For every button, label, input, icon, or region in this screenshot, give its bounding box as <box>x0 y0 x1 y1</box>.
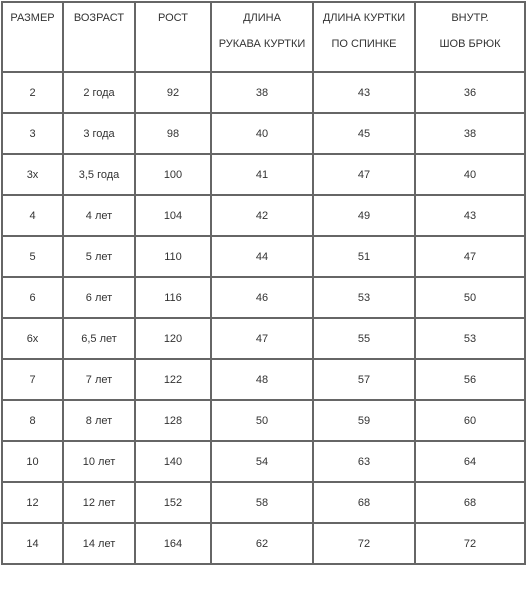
cell-back-length: 45 <box>313 113 415 154</box>
cell-age: 7 лет <box>63 359 135 400</box>
header-inseam-line2: ШОВ БРЮК <box>439 38 501 50</box>
cell-sleeve-length: 54 <box>211 441 313 482</box>
cell-inseam: 38 <box>415 113 525 154</box>
table-row <box>2 154 525 195</box>
cell-sleeve-length: 62 <box>211 523 313 564</box>
cell-back-length: 63 <box>313 441 415 482</box>
cell-size: 12 <box>2 482 63 523</box>
cell-age: 3,5 года <box>63 154 135 195</box>
header-age <box>63 2 135 72</box>
cell-back-length: 72 <box>313 523 415 564</box>
cell-age: 8 лет <box>63 400 135 441</box>
header-sleeve-length-line2: РУКАВА КУРТКИ <box>218 38 306 50</box>
cell-height: 92 <box>135 72 211 113</box>
cell-age: 4 лет <box>63 195 135 236</box>
table-row <box>2 277 525 318</box>
cell-inseam: 47 <box>415 236 525 277</box>
cell-back-length: 55 <box>313 318 415 359</box>
table-row <box>2 318 525 359</box>
cell-back-length: 53 <box>313 277 415 318</box>
cell-sleeve-length: 41 <box>211 154 313 195</box>
cell-back-length: 51 <box>313 236 415 277</box>
table-row <box>2 113 525 154</box>
cell-inseam: 68 <box>415 482 525 523</box>
cell-back-length: 68 <box>313 482 415 523</box>
cell-sleeve-length: 50 <box>211 400 313 441</box>
cell-size: 4 <box>2 195 63 236</box>
cell-age: 6 лет <box>63 277 135 318</box>
table-row <box>2 72 525 113</box>
cell-inseam: 36 <box>415 72 525 113</box>
cell-back-length: 57 <box>313 359 415 400</box>
cell-inseam: 56 <box>415 359 525 400</box>
cell-size: 8 <box>2 400 63 441</box>
header-sleeve-length-line1: ДЛИНА <box>243 12 281 24</box>
cell-age: 3 года <box>63 113 135 154</box>
cell-height: 116 <box>135 277 211 318</box>
header-height <box>135 2 211 72</box>
table-row <box>2 482 525 523</box>
table-row <box>2 236 525 277</box>
cell-height: 100 <box>135 154 211 195</box>
cell-height: 122 <box>135 359 211 400</box>
cell-inseam: 43 <box>415 195 525 236</box>
cell-height: 128 <box>135 400 211 441</box>
cell-age: 10 лет <box>63 441 135 482</box>
cell-age: 14 лет <box>63 523 135 564</box>
table-row <box>2 441 525 482</box>
cell-size: 6х <box>2 318 63 359</box>
cell-size: 10 <box>2 441 63 482</box>
cell-inseam: 64 <box>415 441 525 482</box>
cell-height: 104 <box>135 195 211 236</box>
header-back-length <box>313 2 415 72</box>
cell-sleeve-length: 46 <box>211 277 313 318</box>
cell-back-length: 43 <box>313 72 415 113</box>
cell-size: 5 <box>2 236 63 277</box>
cell-sleeve-length: 58 <box>211 482 313 523</box>
cell-sleeve-length: 44 <box>211 236 313 277</box>
cell-sleeve-length: 42 <box>211 195 313 236</box>
cell-age: 6,5 лет <box>63 318 135 359</box>
cell-height: 110 <box>135 236 211 277</box>
table-row <box>2 400 525 441</box>
header-sleeve-length <box>211 2 313 72</box>
cell-size: 7 <box>2 359 63 400</box>
header-size <box>2 2 63 72</box>
cell-height: 152 <box>135 482 211 523</box>
cell-back-length: 49 <box>313 195 415 236</box>
cell-back-length: 59 <box>313 400 415 441</box>
table-row <box>2 359 525 400</box>
cell-inseam: 40 <box>415 154 525 195</box>
cell-sleeve-length: 40 <box>211 113 313 154</box>
header-inseam <box>415 2 525 72</box>
cell-size: 14 <box>2 523 63 564</box>
table-row <box>2 523 525 564</box>
cell-sleeve-length: 47 <box>211 318 313 359</box>
header-inseam-line1: ВНУТР. <box>451 12 489 24</box>
cell-sleeve-length: 48 <box>211 359 313 400</box>
cell-sleeve-length: 38 <box>211 72 313 113</box>
cell-inseam: 72 <box>415 523 525 564</box>
cell-size: 3х <box>2 154 63 195</box>
cell-height: 120 <box>135 318 211 359</box>
table-body <box>2 72 525 564</box>
cell-size: 3 <box>2 113 63 154</box>
header-size-label: РАЗМЕР <box>10 12 55 24</box>
cell-inseam: 50 <box>415 277 525 318</box>
header-back-length-line2: ПО СПИНКЕ <box>331 38 397 50</box>
cell-age: 12 лет <box>63 482 135 523</box>
header-age-label: ВОЗРАСТ <box>73 12 125 24</box>
cell-inseam: 60 <box>415 400 525 441</box>
cell-age: 5 лет <box>63 236 135 277</box>
cell-inseam: 53 <box>415 318 525 359</box>
cell-size: 6 <box>2 277 63 318</box>
cell-size: 2 <box>2 72 63 113</box>
table-header-row <box>2 2 525 72</box>
header-height-label: РОСТ <box>158 12 188 24</box>
cell-height: 140 <box>135 441 211 482</box>
cell-age: 2 года <box>63 72 135 113</box>
table-row <box>2 195 525 236</box>
header-back-length-line1: ДЛИНА КУРТКИ <box>322 12 406 24</box>
cell-height: 98 <box>135 113 211 154</box>
cell-back-length: 47 <box>313 154 415 195</box>
size-chart-table <box>1 1 526 565</box>
cell-height: 164 <box>135 523 211 564</box>
